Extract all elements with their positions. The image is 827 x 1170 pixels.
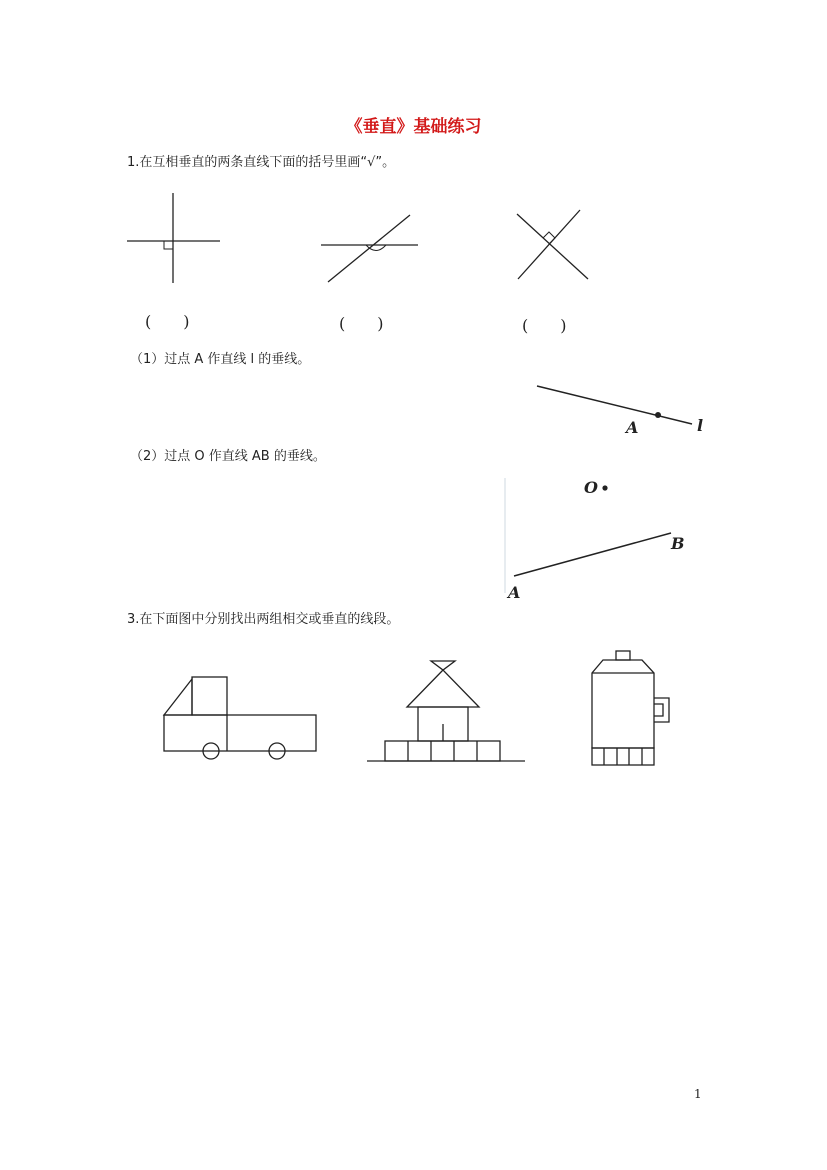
point-a2-label: A xyxy=(508,583,521,602)
page-title: 《垂直》基础练习 xyxy=(345,117,482,137)
point-b-label: B xyxy=(671,534,685,553)
point-o-label: O xyxy=(584,478,598,497)
question-2-part-2-text: （2）过点 O 作直线 AB 的垂线。 xyxy=(130,449,326,464)
house-figure xyxy=(367,661,525,761)
answer-blank-3[interactable]: ( ) xyxy=(522,316,567,335)
question-1-text: 1.在互相垂直的两条直线下面的括号里画“√”。 xyxy=(127,155,396,170)
mug-figure xyxy=(592,651,669,765)
point-a-label: A xyxy=(626,418,639,437)
line-l-label: l xyxy=(697,416,704,435)
truck-figure xyxy=(164,677,316,759)
question-2-part-1-text: （1）过点 A 作直线 l 的垂线。 xyxy=(130,352,311,367)
page-number: 1 xyxy=(694,1087,702,1101)
answer-blank-2[interactable]: ( ) xyxy=(339,314,384,333)
question-3-text: 3.在下面图中分别找出两组相交或垂直的线段。 xyxy=(127,612,400,627)
answer-blank-1[interactable]: ( ) xyxy=(145,312,190,331)
